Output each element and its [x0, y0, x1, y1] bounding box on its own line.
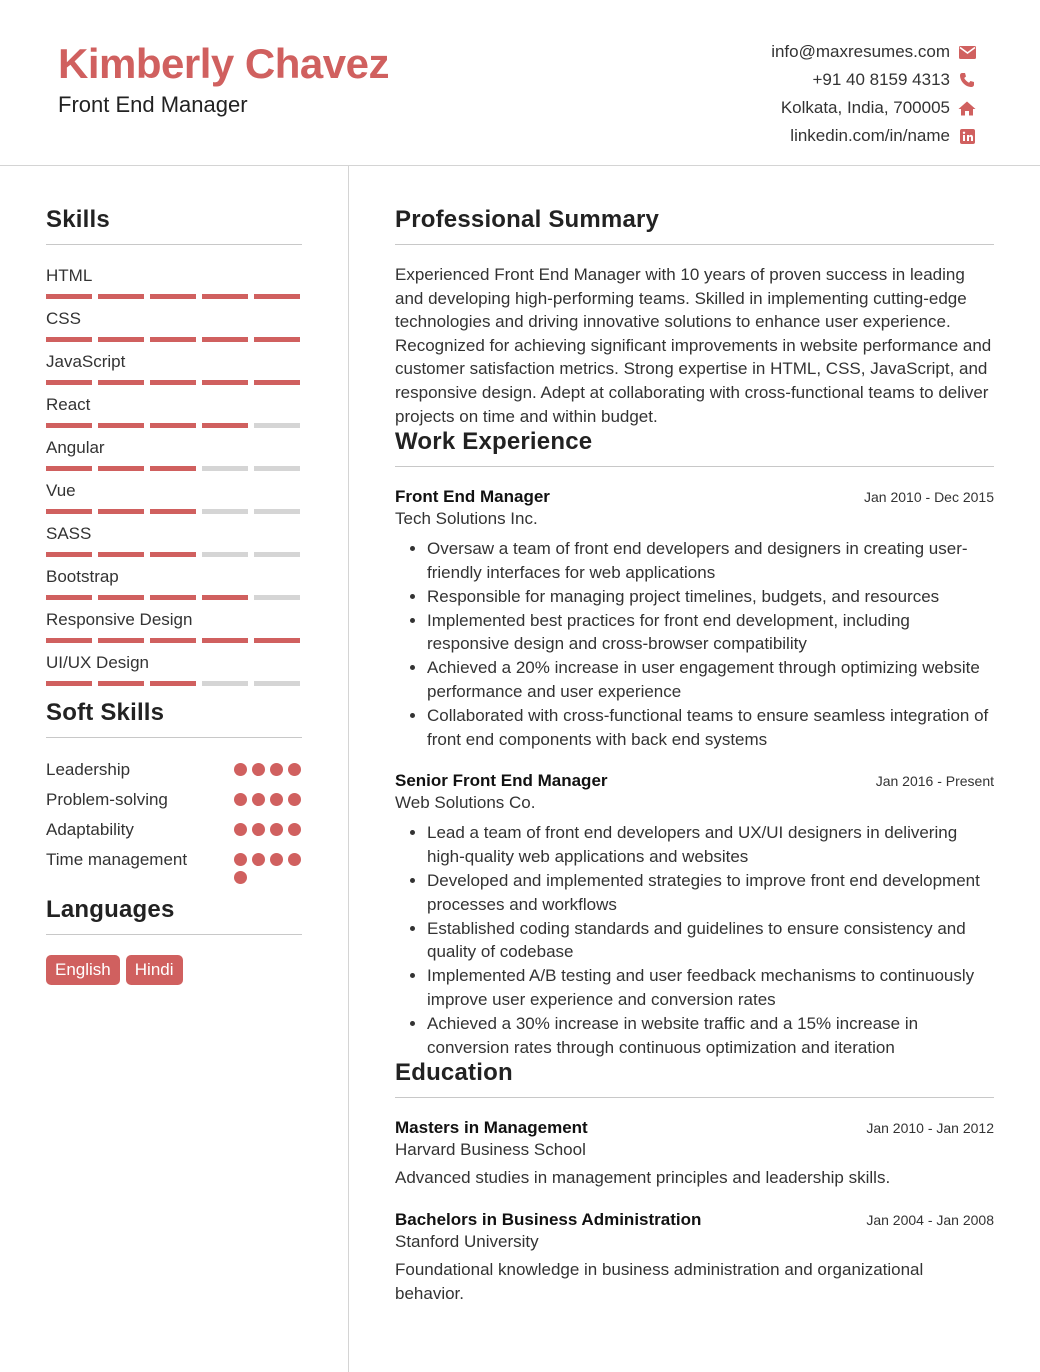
skill-level-bar: [46, 552, 302, 557]
education-entry: [395, 1118, 994, 1190]
skill-name: Responsive Design: [46, 610, 193, 629]
skill-name: UI/UX Design: [46, 653, 149, 672]
contact-location: [771, 94, 976, 122]
skill-level-segment: [254, 595, 300, 600]
rating-dot: [288, 823, 301, 836]
skill-level-bar: [46, 423, 302, 428]
contact-email-text: info@maxresumes.com: [771, 42, 950, 61]
linkedin-icon: [958, 127, 976, 145]
skill-level-segment: [46, 466, 92, 471]
job-role: Front End Manager: [395, 487, 550, 507]
job-bullets: [395, 537, 994, 751]
skill-level-segment: [202, 681, 248, 686]
skill-item: [46, 351, 302, 394]
phone-icon: [958, 71, 976, 89]
rating-dot: [252, 793, 265, 806]
rating-dot: [270, 853, 283, 866]
job-role: Senior Front End Manager: [395, 771, 608, 791]
rating-dot: [234, 763, 247, 776]
work-list: [395, 487, 994, 1059]
job-header: [395, 487, 994, 507]
skill-item: [46, 609, 302, 652]
skill-level-segment: [46, 552, 92, 557]
skill-level-segment: [254, 552, 300, 557]
skill-item: [46, 652, 302, 695]
skill-level-segment: [98, 681, 144, 686]
job-bullet: • Collaborated with cross-functional teams to ensure seamless integration of front end components with back end systems: [427, 704, 994, 752]
contact-linkedin-text: linkedin.com/in/name: [790, 126, 950, 145]
job-bullet: • Oversaw a team of front end developers and designers in creating user-friendly interfaces for web applications: [427, 537, 994, 585]
home-icon: [958, 99, 976, 117]
contact-info: [771, 38, 976, 150]
skill-level-segment: [202, 595, 248, 600]
skill-level-segment: [46, 595, 92, 600]
languages-list: [46, 955, 302, 985]
skill-level-segment: [254, 509, 300, 514]
rating-dot: [288, 853, 301, 866]
skill-level-bar: [46, 466, 302, 471]
summary-heading: Professional Summary: [395, 206, 994, 245]
skill-level-segment: [254, 337, 300, 342]
soft-skill-rating: [234, 818, 302, 836]
skill-level-segment: [46, 337, 92, 342]
rating-dot: [270, 823, 283, 836]
skill-level-bar: [46, 337, 302, 342]
skill-level-segment: [254, 638, 300, 643]
job-bullet: • Lead a team of front end developers and UX/UI designers in delivering high-quality web applications and websites: [427, 821, 994, 869]
skill-level-segment: [150, 423, 196, 428]
job-bullet: • Responsible for managing project timelines, budgets, and resources: [427, 585, 994, 609]
rating-dot: [234, 871, 247, 884]
skill-name: React: [46, 395, 91, 414]
skill-level-segment: [150, 595, 196, 600]
skill-item: [46, 480, 302, 523]
skills-list: [46, 265, 302, 695]
job-dates: Jan 2010 - Dec 2015: [864, 489, 994, 506]
work-heading: Work Experience: [395, 428, 994, 467]
rating-dot: [288, 763, 301, 776]
skill-name: HTML: [46, 266, 93, 285]
skill-level-segment: [150, 380, 196, 385]
education-description: Advanced studies in management principles and leadership skills.: [395, 1168, 891, 1188]
skill-name: Angular: [46, 438, 105, 457]
skill-level-segment: [46, 509, 92, 514]
rating-dot: [252, 763, 265, 776]
candidate-title: Front End Manager: [58, 92, 248, 117]
soft-skill-name: Time management: [46, 850, 188, 869]
skill-name: SASS: [46, 524, 92, 543]
rating-dot: [234, 853, 247, 866]
soft-skill-rating: [234, 758, 302, 776]
skill-item: [46, 523, 302, 566]
skill-level-bar: [46, 380, 302, 385]
education-header: [395, 1118, 994, 1138]
skill-level-segment: [98, 595, 144, 600]
skill-level-segment: [98, 552, 144, 557]
skill-level-segment: [150, 337, 196, 342]
skill-level-segment: [254, 380, 300, 385]
skill-level-segment: [98, 423, 144, 428]
job-bullet: • Achieved a 20% increase in user engagement through optimizing website performance and user experience: [427, 656, 994, 704]
skill-level-segment: [150, 552, 196, 557]
languages-heading: Languages: [46, 896, 302, 935]
skill-level-segment: [202, 509, 248, 514]
skill-level-segment: [46, 638, 92, 643]
soft-skill-item: [46, 848, 302, 884]
skill-level-segment: [98, 337, 144, 342]
skill-level-bar: [46, 294, 302, 299]
skill-item: [46, 308, 302, 351]
skill-level-segment: [150, 638, 196, 643]
education-description: Foundational knowledge in business administration and organizational behavior.: [395, 1260, 924, 1304]
contact-location-text: Kolkata, India, 700005: [780, 98, 950, 117]
skill-name: JavaScript: [46, 352, 126, 371]
job-bullet: • Established coding standards and guidelines to ensure consistency and quality of codebase: [427, 917, 994, 965]
skill-level-segment: [98, 294, 144, 299]
contact-phone[interactable]: [771, 66, 976, 94]
skill-name: Vue: [46, 481, 76, 500]
education-degree: Masters in Management: [395, 1118, 588, 1138]
contact-linkedin[interactable]: [771, 122, 976, 150]
skills-heading: Skills: [46, 206, 302, 245]
education-school: Harvard Business School: [395, 1140, 586, 1160]
job-company: Web Solutions Co.: [395, 793, 536, 813]
skill-level-bar: [46, 595, 302, 600]
skill-level-segment: [98, 638, 144, 643]
job-header: [395, 771, 994, 791]
skill-level-segment: [150, 681, 196, 686]
skill-level-segment: [202, 337, 248, 342]
skill-level-segment: [46, 380, 92, 385]
soft-skills-heading: Soft Skills: [46, 699, 302, 738]
candidate-name: Kimberly Chavez: [58, 40, 389, 87]
skill-level-bar: [46, 681, 302, 686]
skill-level-segment: [254, 423, 300, 428]
skill-level-segment: [150, 509, 196, 514]
job-entry: [395, 771, 994, 1059]
job-company: Tech Solutions Inc.: [395, 509, 538, 529]
skill-item: [46, 394, 302, 437]
education-heading: Education: [395, 1059, 994, 1098]
skill-name: Bootstrap: [46, 567, 119, 586]
education-dates: Jan 2010 - Jan 2012: [866, 1120, 994, 1137]
rating-dot: [252, 853, 265, 866]
skill-level-segment: [150, 294, 196, 299]
soft-skills-list: [46, 758, 302, 884]
education-school: Stanford University: [395, 1232, 539, 1252]
skill-level-segment: [98, 380, 144, 385]
skill-name: CSS: [46, 309, 81, 328]
skill-level-segment: [202, 423, 248, 428]
left-column: [46, 206, 302, 985]
soft-skill-item: [46, 818, 302, 848]
skill-level-bar: [46, 638, 302, 643]
skill-level-segment: [202, 552, 248, 557]
skill-level-segment: [46, 681, 92, 686]
education-header: [395, 1210, 994, 1230]
rating-dot: [270, 793, 283, 806]
skill-level-segment: [98, 509, 144, 514]
education-dates: Jan 2004 - Jan 2008: [866, 1212, 994, 1229]
contact-phone-text: +91 40 8159 4313: [812, 70, 950, 89]
skill-level-segment: [202, 380, 248, 385]
summary-text: Experienced Front End Manager with 10 years of proven success in leading and developing high-performing teams. Skilled in implementing cutting-edge technologies and driving innovative solutions to enhance user experience. Recognized for achieving significant improvements in website performance and customer satisfaction metrics. Strong expertise in HTML, CSS, JavaScript, and responsive design. Adept at collaborating with cross-functional teams to deliver projects on time and within budget.: [395, 265, 992, 426]
soft-skill-item: [46, 758, 302, 788]
job-bullet: • Implemented best practices for front end development, including responsive design and cross-browser compatibility: [427, 609, 994, 657]
right-column: [395, 206, 994, 1306]
soft-skill-item: [46, 788, 302, 818]
skill-level-bar: [46, 509, 302, 514]
skill-level-segment: [150, 466, 196, 471]
skill-level-segment: [46, 423, 92, 428]
job-bullet: • Achieved a 30% increase in website traffic and a 15% increase in conversion rates through continuous optimization and iteration: [427, 1012, 994, 1060]
soft-skill-rating: [234, 848, 302, 884]
education-entry: [395, 1210, 994, 1306]
soft-skill-name: Adaptability: [46, 820, 134, 839]
skill-item: [46, 265, 302, 308]
rating-dot: [270, 763, 283, 776]
soft-skill-name: Problem-solving: [46, 790, 168, 809]
skill-level-segment: [202, 638, 248, 643]
skill-level-segment: [202, 466, 248, 471]
skill-level-segment: [254, 681, 300, 686]
contact-email[interactable]: [771, 38, 976, 66]
skill-item: [46, 437, 302, 480]
skill-level-segment: [202, 294, 248, 299]
rating-dot: [234, 793, 247, 806]
skill-level-segment: [46, 294, 92, 299]
skill-level-segment: [98, 466, 144, 471]
rating-dot: [234, 823, 247, 836]
soft-skill-rating: [234, 788, 302, 806]
job-bullets: [395, 821, 994, 1059]
soft-skill-name: Leadership: [46, 760, 131, 779]
job-dates: Jan 2016 - Present: [875, 773, 994, 790]
education-degree: Bachelors in Business Administration: [395, 1210, 702, 1230]
column-divider: [348, 166, 349, 1372]
language-badge: Hindi: [126, 955, 183, 985]
rating-dot: [288, 793, 301, 806]
skill-level-segment: [254, 294, 300, 299]
job-entry: [395, 487, 994, 751]
language-badge: English: [46, 955, 120, 985]
education-list: [395, 1118, 994, 1306]
job-bullet: • Developed and implemented strategies to improve front end development processes and workflows: [427, 869, 994, 917]
resume-header: [0, 0, 1040, 166]
envelope-icon: [958, 43, 976, 61]
skill-level-segment: [254, 466, 300, 471]
rating-dot: [252, 823, 265, 836]
skill-item: [46, 566, 302, 609]
job-bullet: • Implemented A/B testing and user feedback mechanisms to continuously improve user experience and conversion rates: [427, 964, 994, 1012]
